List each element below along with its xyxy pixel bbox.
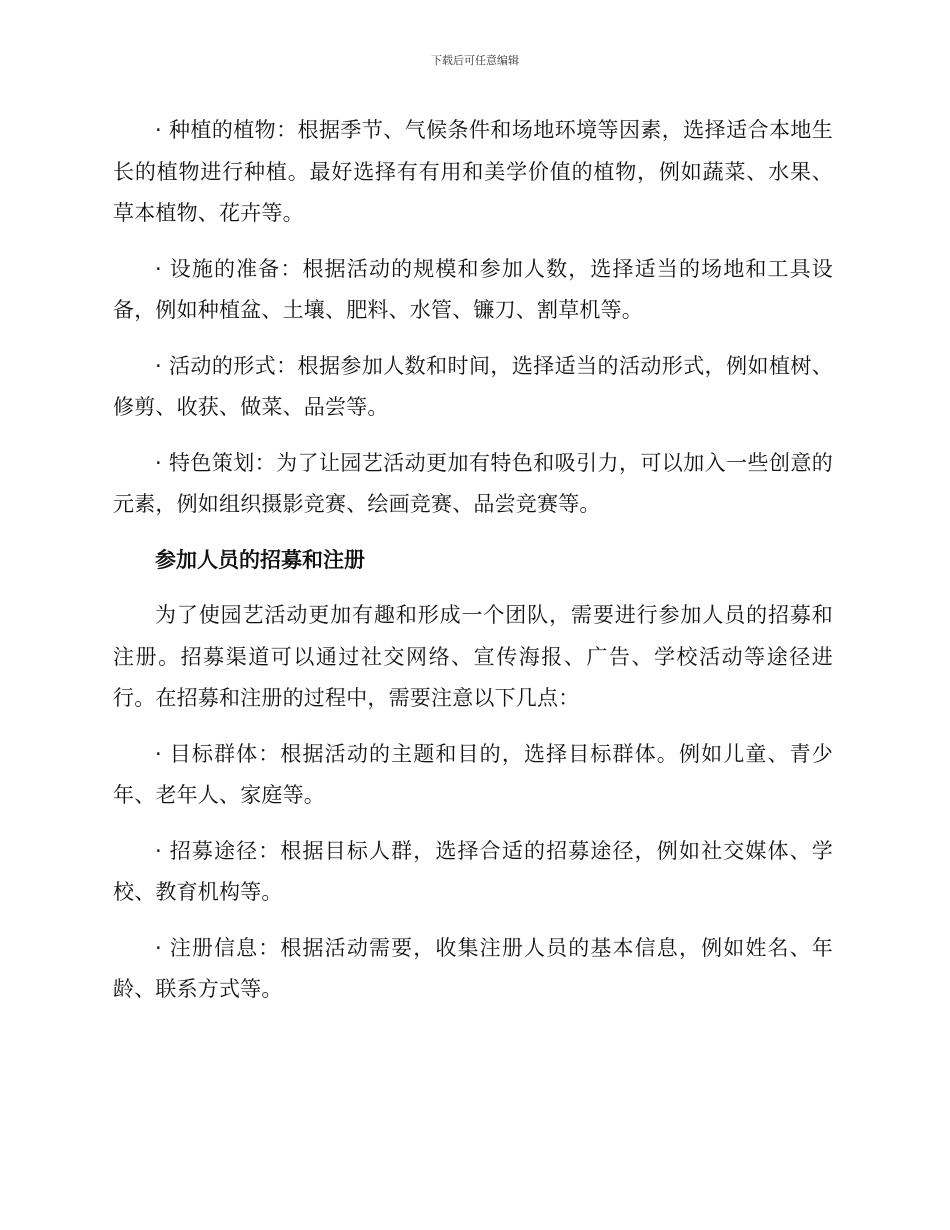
section-heading: 参加人员的招募和注册: [155, 547, 365, 572]
page-header: 下载后可任意编辑: [431, 54, 519, 67]
paragraph-registration-info: · 注册信息：根据活动需要，收集注册人员的基本信息，例如姓名、年龄、联系方式等。: [113, 935, 833, 1001]
paragraph-target-group: · 目标群体：根据活动的主题和目的，选择目标群体。例如儿童、青少年、老年人、家庭等。: [113, 741, 833, 807]
paragraph-special-planning: · 特色策划：为了让园艺活动更加有特色和吸引力，可以加入一些创意的元素，例如组织摄影竞赛、绘画竞赛、品尝竞赛等。: [113, 450, 833, 516]
paragraph-recruitment-channels: · 招募途径：根据目标人群，选择合适的招募途径，例如社交媒体、学校、教育机构等。: [113, 838, 833, 904]
paragraph-activity-format: · 活动的形式：根据参加人数和时间，选择适当的活动形式，例如植树、修剪、收获、做菜、品尝等。: [113, 353, 833, 419]
document-body: [113, 110, 833, 1025]
paragraph-plants: · 种植的植物：根据季节、气候条件和场地环境等因素，选择适合本地生长的植物进行种植。最好选择有有用和美学价值的植物，例如蔬菜、水果、草本植物、花卉等。: [113, 118, 833, 225]
paragraph-facilities: · 设施的准备：根据活动的规模和参加人数，选择适当的场地和工具设备，例如种植盆、土壤、肥料、水管、镰刀、割草机等。: [113, 256, 833, 322]
paragraph-recruitment-intro: 为了使园艺活动更加有趣和形成一个团队，需要进行参加人员的招募和注册。招募渠道可以通过社交网络、宣传海报、广告、学校活动等途径进行。在招募和注册的过程中，需要注意以下几点：: [113, 603, 833, 710]
